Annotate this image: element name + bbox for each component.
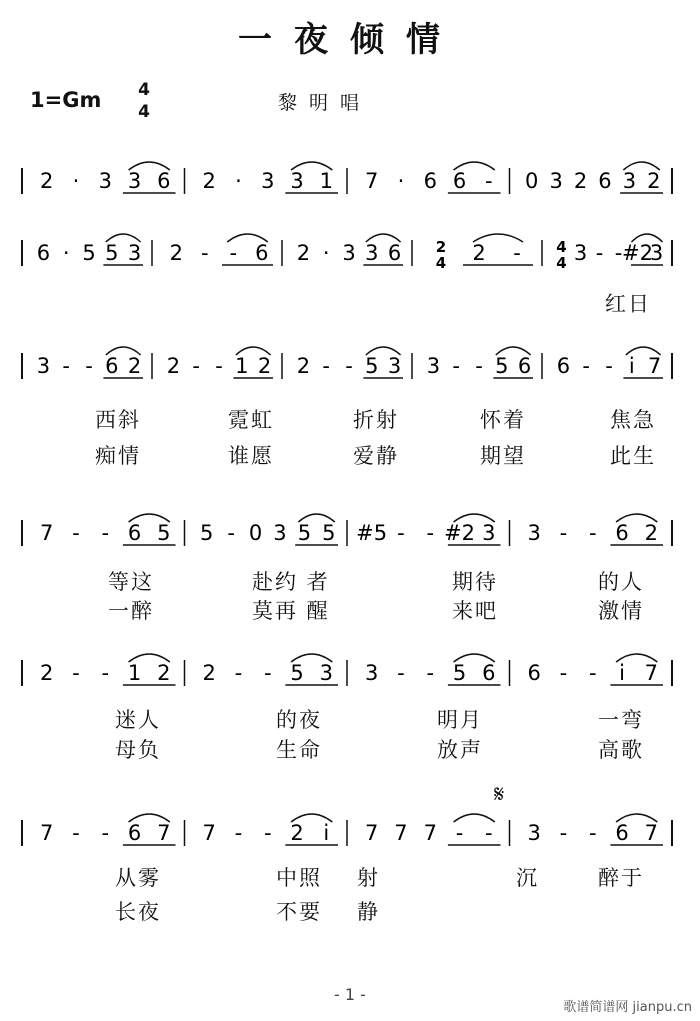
note-number: #2 (622, 241, 653, 265)
note-number: 3 (273, 521, 287, 545)
staff-svg (0, 232, 700, 292)
staff-svg (0, 160, 700, 220)
lyric: 高歌 (598, 738, 644, 762)
lyric: 静 (357, 900, 380, 924)
note-number: 2 (644, 521, 659, 545)
note-number: 3 (573, 241, 588, 265)
note-number: 2 (296, 354, 311, 378)
dot-mark: · (62, 241, 70, 265)
dash-mark: - (345, 354, 353, 378)
note-number: 3 (426, 354, 441, 378)
dash-mark: - (234, 821, 243, 845)
note-number: 3 (364, 661, 379, 685)
note-number: 7 (644, 821, 659, 845)
note-number: i (619, 661, 625, 685)
note-number: 5 (290, 661, 304, 685)
lyric: 射 (357, 866, 380, 890)
dash-mark: - (397, 661, 405, 685)
dash-mark: - (234, 661, 243, 685)
time-signature-top: 4 (138, 80, 150, 100)
note-number: 3 (549, 169, 563, 193)
note-number: 2 (573, 169, 588, 193)
lyric: 激情 (598, 599, 644, 623)
note-number: 2 (296, 241, 311, 265)
note-number: 3 (36, 354, 51, 378)
note-number: 2 (169, 241, 183, 265)
staff-svg (0, 345, 700, 405)
note-number: 3 (527, 521, 541, 545)
note-number: 6 (482, 661, 496, 685)
staff-line-6 (0, 812, 700, 872)
note-number: 7 (423, 821, 437, 845)
lyric: 中照 (276, 866, 322, 890)
time-signature-bottom: 4 (138, 102, 150, 122)
note-number: 5 (452, 661, 467, 685)
note-number: 3 (387, 354, 402, 378)
note-number: 5 (82, 241, 96, 265)
watermark: 歌谱简谱网 jianpu.cn (563, 1000, 692, 1015)
dash-mark: - (192, 354, 200, 378)
note-number: 7 (644, 661, 659, 685)
note-number: 0 (525, 169, 539, 193)
note-number: #5 (356, 521, 388, 545)
note-number: 5 (157, 521, 171, 545)
lyric: 霓虹 (228, 408, 274, 432)
note-number: 3 (127, 241, 142, 265)
note-number: 3 (98, 169, 112, 193)
staff-svg (0, 652, 700, 712)
lyric: 醉于 (598, 866, 644, 890)
dash-mark: - (101, 521, 110, 545)
lyric: 明月 (437, 708, 483, 732)
note-number: 2 (290, 821, 304, 845)
dash-mark: - (215, 354, 223, 378)
dot-mark: · (397, 169, 405, 193)
staff-line-2 (0, 232, 700, 292)
dash-mark: - (559, 521, 568, 545)
lyric: 母负 (115, 738, 161, 762)
note-number: 7 (394, 821, 408, 845)
note-number: 7 (39, 521, 54, 545)
dash-mark: - (475, 354, 483, 378)
song-title: 一夜倾情 (238, 20, 462, 60)
note-number: 7 (647, 354, 662, 378)
lyric: 等这 (108, 570, 154, 594)
lyric-line-2: 红日 (605, 292, 651, 316)
note-number: 6 (452, 169, 467, 193)
note-number: 0 (248, 521, 263, 545)
note-number: 2 (157, 661, 171, 685)
dash-mark: - (485, 169, 493, 193)
note-number: 3 (127, 169, 142, 193)
key-signature: 1=Gm (30, 88, 102, 112)
lyric: 期待 (452, 570, 498, 594)
lyric: 从雾 (115, 866, 161, 890)
note-number: 5 (105, 241, 119, 265)
dash-mark: - (595, 241, 604, 265)
staff-line-5 (0, 652, 700, 712)
note-number: 6 (423, 169, 437, 193)
lyric: 来吧 (452, 599, 498, 623)
dot-mark: · (322, 241, 330, 265)
staff-svg (0, 512, 700, 572)
note-number: 2 (647, 169, 661, 193)
dash-mark: - (101, 821, 110, 845)
dash-mark: - (72, 661, 80, 685)
dash-mark: - (101, 661, 110, 685)
note-number: 6 (255, 241, 269, 265)
lyric: 期望 (480, 444, 526, 468)
lyric: 放声 (437, 738, 483, 762)
dash-mark: - (62, 354, 70, 378)
lyric: 沉 (516, 866, 539, 890)
dash-mark: - (263, 661, 272, 685)
note-number: 6 (615, 821, 629, 845)
note-number: 3 (482, 521, 496, 545)
dash-mark: - (397, 521, 405, 545)
dash-mark: - (485, 821, 493, 845)
note-number: 1 (127, 661, 142, 685)
lyric: 莫再 醒 (252, 599, 330, 623)
lyric: 赴约 者 (252, 570, 330, 594)
staff-line-4 (0, 512, 700, 572)
note-number: 3 (365, 241, 379, 265)
lyric: 西斜 (95, 408, 141, 432)
note-number: 6 (105, 354, 119, 378)
note-number: 6 (527, 661, 541, 685)
dash-mark: - (426, 661, 435, 685)
lyric: 爱静 (353, 444, 399, 468)
note-number: 6 (127, 521, 142, 545)
note-number: 6 (127, 821, 142, 845)
dash-mark: - (588, 661, 597, 685)
note-number: #2 (444, 521, 476, 545)
note-number: 3 (261, 169, 275, 193)
note-number: 5 (365, 354, 379, 378)
dash-mark: - (452, 354, 460, 378)
note-number: 2 (39, 169, 54, 193)
note-number: 2 (202, 169, 216, 193)
note-number: 2 (39, 661, 54, 685)
note-number: 3 (527, 821, 541, 845)
lyric: 焦急 (610, 408, 656, 432)
note-number: i (628, 354, 635, 378)
lyric: 的人 (598, 570, 644, 594)
staff-line-3 (0, 345, 700, 405)
note-number: 7 (157, 821, 171, 845)
note-number: 7 (364, 821, 379, 845)
note-number: 3 (649, 241, 664, 265)
lyric: 长夜 (115, 900, 161, 924)
dot-mark: · (72, 169, 80, 193)
dash-mark: - (263, 821, 272, 845)
lyric: 迷人 (115, 708, 161, 732)
note-number: 7 (364, 169, 379, 193)
dash-mark: - (72, 521, 80, 545)
note-number: 2 (202, 661, 216, 685)
lyric: 此生 (610, 444, 656, 468)
staff-svg (0, 812, 700, 872)
page-number: - 1 - (334, 985, 366, 1004)
meter-change-bottom: 4 (556, 254, 567, 272)
dash-mark: - (227, 521, 235, 545)
lyric: 一醉 (108, 599, 154, 623)
dash-mark: - (588, 521, 597, 545)
dash-mark: - (229, 241, 238, 265)
lyric: 痴情 (95, 444, 141, 468)
lyric: 一弯 (598, 708, 644, 732)
note-number: 1 (319, 169, 334, 193)
note-number: 6 (556, 354, 571, 378)
dash-mark: - (582, 354, 590, 378)
note-number: 7 (39, 821, 54, 845)
dash-mark: - (588, 821, 597, 845)
dash-mark: - (72, 821, 80, 845)
meter-change-bottom: 4 (435, 254, 447, 272)
note-number: 5 (200, 521, 214, 545)
note-number: 3 (319, 661, 334, 685)
note-number: 3 (622, 169, 637, 193)
lyric: 生命 (276, 738, 322, 762)
note-number: 5 (322, 521, 336, 545)
note-number: 2 (472, 241, 486, 265)
dot-mark: · (235, 169, 242, 193)
note-number: i (323, 821, 330, 845)
lyric: 谁愿 (228, 444, 274, 468)
dash-mark: - (559, 821, 568, 845)
note-number: 3 (342, 241, 356, 265)
dash-mark: - (200, 241, 209, 265)
note-number: 6 (157, 169, 171, 193)
dash-mark: - (605, 354, 613, 378)
note-number: 7 (202, 821, 216, 845)
note-number: 5 (297, 521, 312, 545)
note-number: 3 (290, 169, 304, 193)
lyric: 怀着 (480, 408, 526, 432)
note-number: 6 (387, 241, 402, 265)
note-number: 6 (36, 241, 51, 265)
meter-change-top: 4 (556, 238, 567, 256)
dash-mark: - (85, 354, 93, 378)
dash-mark: - (455, 821, 464, 845)
lyric: 的夜 (276, 708, 322, 732)
dash-mark: - (322, 354, 330, 378)
lyric: 折射 (353, 408, 399, 432)
note-number: 6 (517, 354, 532, 378)
dash-mark: - (614, 241, 623, 265)
dash-mark: - (426, 521, 435, 545)
note-number: 6 (598, 169, 612, 193)
note-number: 2 (166, 354, 181, 378)
note-number: 5 (495, 354, 509, 378)
lyric: 不要 (276, 900, 322, 924)
dash-mark: - (559, 661, 568, 685)
note-number: 1 (235, 354, 249, 378)
note-number: 2 (127, 354, 142, 378)
meter-change-top: 2 (435, 238, 447, 256)
segno-sign: 𝄋 (494, 780, 505, 808)
singer-credit: 黎明唱 (278, 92, 372, 114)
note-number: 6 (615, 521, 629, 545)
dash-mark: - (513, 241, 521, 265)
note-number: 2 (257, 354, 272, 378)
staff-line-1 (0, 160, 700, 220)
